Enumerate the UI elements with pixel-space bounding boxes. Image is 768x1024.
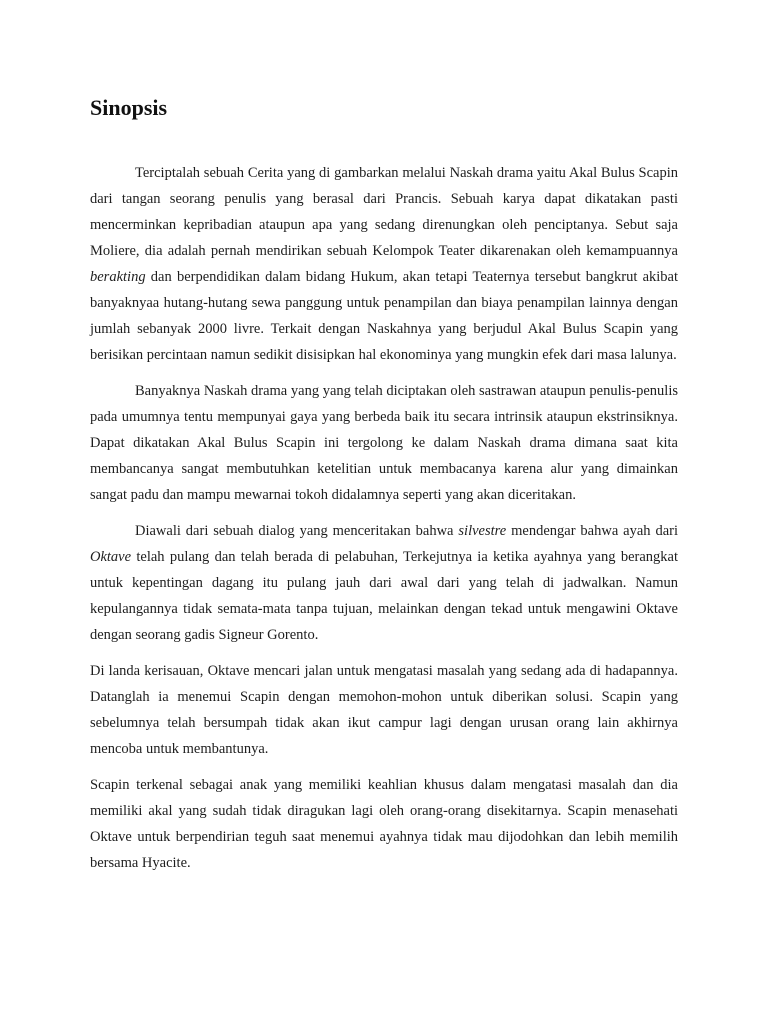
paragraph-1-text-2: dan berpendidikan dalam bidang Hukum, akan tetapi Teaternya tersebut bangkrut akibat banyaknyaa hutang-hutang sewa panggung untuk penampilan dan biaya penampilan lainnya dengan jumlah sebanyak 2000 livre. Terkait dengan Naskahnya yang berjudul Akal Bulus Scapin yang berisikan percintaan namun sedikit disisipkan hal ekonominya yang mungkin efek dari masa lalunya. xyxy=(90,269,678,363)
paragraph-4 xyxy=(90,658,678,762)
paragraph-3-text-2: mendengar bahwa ayah dari xyxy=(506,523,678,539)
paragraph-1-italic-berakting: berakting xyxy=(90,269,146,285)
paragraph-5-text-1: Scapin terkenal sebagai anak yang memiliki keahlian khusus dalam mengatasi masalah dan dia memiliki akal yang sudah tidak diragukan lagi oleh orang-orang disekitarnya. Scapin menasehati Oktave untuk berpendirian teguh saat menemui ayahnya tidak mau dijodohkan dan lebih memilih bersama Hyacite. xyxy=(90,777,678,871)
paragraph-3 xyxy=(90,518,678,648)
paragraph-5 xyxy=(90,772,678,876)
paragraph-1-text-1: Terciptalah sebuah Cerita yang di gambarkan melalui Naskah drama yaitu Akal Bulus Scapin dari tangan seorang penulis yang berasal dari Prancis. Sebuah karya dapat dikatakan pasti mencerminkan kepribadian ataupun apa yang sedang direnungkan oleh penciptanya. Sebut saja Moliere, dia adalah pernah mendirikan sebuah Kelompok Teater dikarenakan oleh kemampuannya xyxy=(90,165,678,259)
paragraph-4-text-1: Di landa kerisauan, Oktave mencari jalan untuk mengatasi masalah yang sedang ada di hadapannya. Datanglah ia menemui Scapin dengan memohon-mohon untuk diberikan solusi. Scapin yang sebelumnya telah bersumpah tidak akan ikut campur lagi dengan urusan orang lain akhirnya mencoba untuk membantunya. xyxy=(90,663,678,757)
paragraph-2 xyxy=(90,378,678,508)
page-title: Sinopsis xyxy=(90,95,168,120)
paragraph-1 xyxy=(90,160,678,368)
paragraph-3-italic-silvestre: silvestre xyxy=(458,523,507,539)
paragraph-2-text-1: Banyaknya Naskah drama yang yang telah diciptakan oleh sastrawan ataupun penulis-penulis pada umumnya tentu mempunyai gaya yang berbeda baik itu secara intrinsik ataupun ekstrinsiknya. Dapat dikatakan Akal Bulus Scapin ini tergolong ke dalam Naskah drama dimana saat kita membancanya sangat membutuhkan ketelitian untuk membacanya karena alur yang dimainkan sangat padu dan mampu mewarnai tokoh didalamnya seperti yang akan diceritakan. xyxy=(90,383,678,503)
paragraph-3-text-1: Diawali dari sebuah dialog yang menceritakan bahwa xyxy=(135,523,459,539)
document-body xyxy=(90,160,678,886)
paragraph-3-italic-oktave: Oktave xyxy=(90,549,132,565)
paragraph-3-text-3: telah pulang dan telah berada di pelabuhan, Terkejutnya ia ketika ayahnya yang berangkat untuk kepentingan dagang itu pulang jauh dari awal dari yang telah di jadwalkan. Namun kepulangannya tidak semata-mata tanpa tujuan, melainkan dengan tekad untuk mengawini Oktave dengan seorang gadis Signeur Gorento. xyxy=(90,549,678,643)
